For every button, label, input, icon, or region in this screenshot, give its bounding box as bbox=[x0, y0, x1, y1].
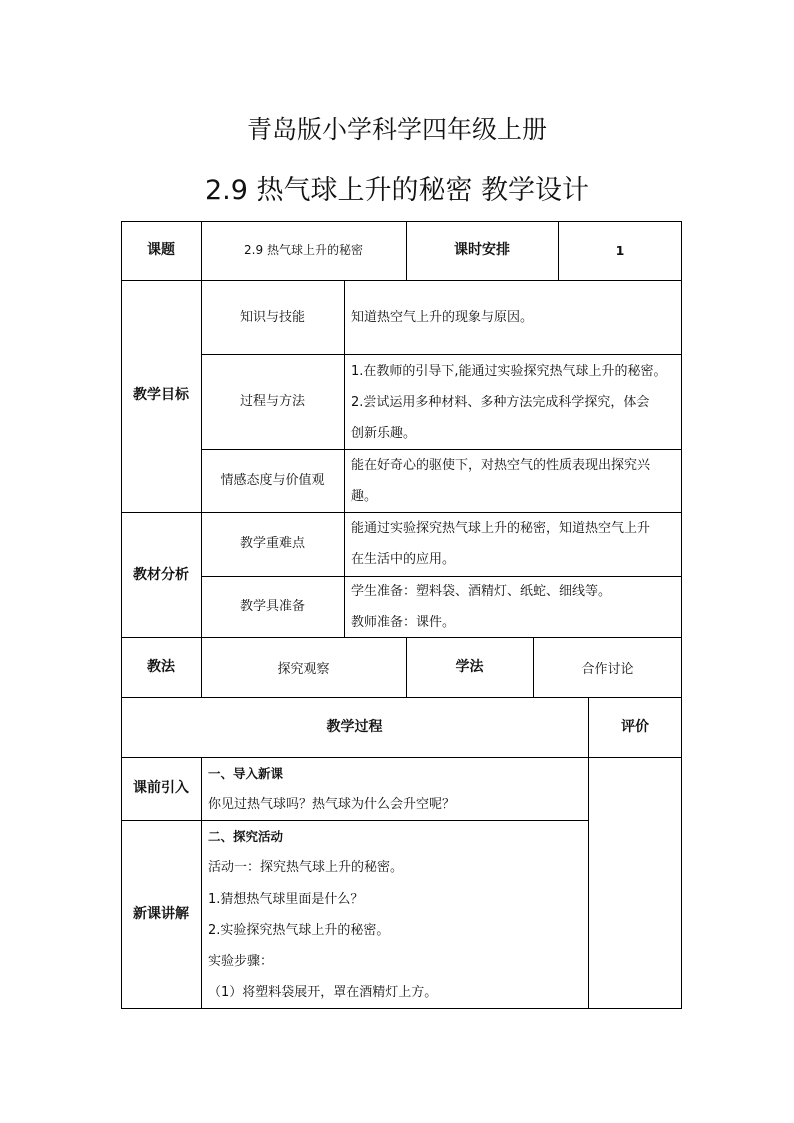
learning-method-value: 合作讨论 bbox=[581, 662, 634, 677]
goals-label: 教学目标 bbox=[133, 387, 189, 403]
table-rule bbox=[121, 820, 588, 821]
learning-method-label: 学法 bbox=[455, 659, 484, 675]
hours-label: 课时安排 bbox=[454, 242, 510, 258]
new-lesson-line: 实验步骤： bbox=[208, 954, 274, 969]
emotion-line: 能在好奇心的驱使下，对热空气的性质表现出探究兴 bbox=[351, 458, 651, 473]
document-title: 青岛版小学科学四年级上册 bbox=[246, 115, 547, 144]
table-rule bbox=[201, 354, 682, 355]
new-lesson-line: 1.猜想热气球里面是什么？ bbox=[208, 892, 364, 907]
evaluation-header: 评价 bbox=[621, 719, 649, 735]
table-rule bbox=[121, 757, 682, 758]
intro-heading: 一、导入新课 bbox=[208, 766, 284, 781]
hours-value: 1 bbox=[615, 243, 625, 258]
process-label: 过程与方法 bbox=[239, 394, 305, 409]
knowledge-text: 知道热空气上升的现象与原因。 bbox=[351, 310, 534, 325]
teaching-method-label: 教法 bbox=[147, 659, 175, 675]
intro-label: 课前引入 bbox=[133, 780, 189, 796]
new-lesson-heading: 二、探究活动 bbox=[208, 829, 284, 844]
knowledge-label: 知识与技能 bbox=[239, 310, 305, 325]
table-rule bbox=[588, 697, 589, 1009]
process-line: 2.尝试运用多种材料、多种方法完成科学探究，体会 bbox=[351, 395, 650, 410]
new-lesson-line: 活动一：探究热气球上升的秘密。 bbox=[208, 860, 404, 875]
prep-line: 学生准备：塑料袋、酒精灯、纸蛇、细线等。 bbox=[351, 584, 612, 599]
prep-line: 教师准备：课件。 bbox=[351, 615, 456, 630]
teaching-method-value: 探究观察 bbox=[277, 662, 330, 677]
topic-value: 2.9 热气球上升的秘密 bbox=[244, 243, 363, 257]
new-lesson-label: 新课讲解 bbox=[133, 906, 189, 922]
emotion-label: 情感态度与价值观 bbox=[220, 473, 325, 488]
table-rule bbox=[201, 280, 202, 637]
new-lesson-line: （1）将塑料袋展开，罩在酒精灯上方。 bbox=[208, 985, 438, 1000]
emotion-line: 趣。 bbox=[351, 489, 378, 504]
key-points-line: 在生活中的应用。 bbox=[351, 552, 456, 567]
process-header: 教学过程 bbox=[326, 719, 383, 735]
lesson-title: 2.9 热气球上升的秘密 教学设计 bbox=[204, 175, 590, 206]
key-points-label: 教学重难点 bbox=[239, 536, 305, 551]
process-line: 1.在教师的引导下,能通过实验探究热气球上升的秘密。 bbox=[351, 364, 667, 379]
topic-label: 课题 bbox=[147, 242, 175, 258]
new-lesson-line: 2.实验探究热气球上升的秘密。 bbox=[208, 923, 390, 938]
process-line: 创新乐趣。 bbox=[351, 426, 417, 441]
table-rule bbox=[344, 280, 345, 637]
table-rule bbox=[121, 697, 682, 698]
table-rule bbox=[201, 757, 202, 1009]
intro-text: 你见过热气球吗？热气球为什么会升空呢？ bbox=[208, 797, 456, 812]
table-rule bbox=[121, 280, 682, 281]
key-points-line: 能通过实验探究热气球上升的秘密，知道热空气上升 bbox=[351, 521, 651, 536]
analysis-label: 教材分析 bbox=[133, 567, 189, 583]
prep-label: 教学具准备 bbox=[239, 599, 305, 614]
